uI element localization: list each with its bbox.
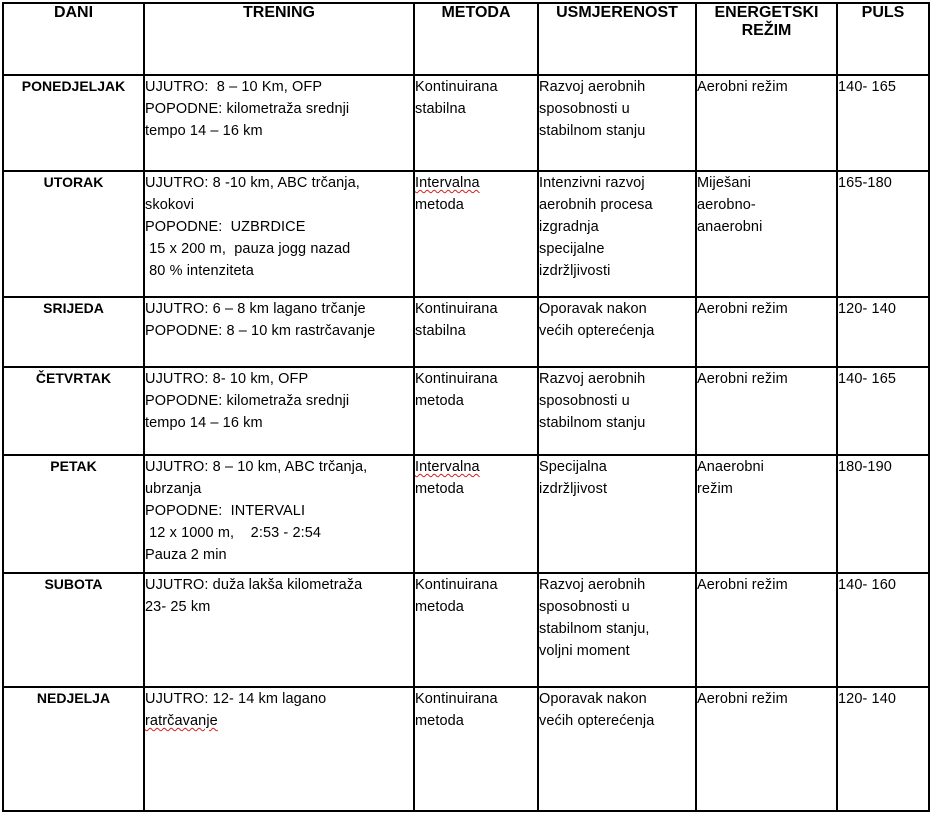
cell-line: Razvoj aerobnih [539, 79, 646, 95]
cell-line: Kontinuirana [415, 79, 498, 95]
method-cell [414, 297, 538, 367]
training-cell [144, 455, 414, 573]
cell-line: Razvoj aerobnih [539, 577, 646, 593]
direction-cell [538, 297, 696, 367]
energy-cell [696, 687, 837, 811]
training-plan-table [2, 2, 930, 812]
cell-line: aerobno- [697, 197, 756, 213]
cell-line: Aerobni režim [697, 371, 788, 387]
training-cell [144, 573, 414, 687]
cell-line: sposobnosti u [539, 101, 630, 117]
header-method: METODA [414, 3, 538, 75]
cell-line: Oporavak nakon [539, 691, 647, 707]
pulse-cell: 180-190 [837, 455, 929, 573]
cell-line: izdržljivost [539, 481, 608, 497]
cell-line: Anaerobni [697, 459, 765, 475]
day-cell: PONEDJELJAK [3, 75, 144, 171]
cell-line: izdržljivosti [539, 263, 611, 279]
header-row [3, 3, 929, 75]
table-row [3, 687, 929, 811]
cell-line: sposobnosti u [539, 599, 630, 615]
header-training: TRENING [144, 3, 414, 75]
cell-line: 80 % intenziteta [145, 263, 254, 279]
energy-cell [696, 297, 837, 367]
direction-cell [538, 687, 696, 811]
header-energy-line: REŽIM [741, 22, 792, 39]
cell-line: izgradnja [539, 219, 599, 235]
cell-line: skokovi [145, 197, 195, 213]
training-cell [144, 171, 414, 297]
training-cell [144, 75, 414, 171]
cell-line: 15 x 200 m, pauza jogg nazad [145, 241, 351, 257]
day-cell: SUBOTA [3, 573, 144, 687]
cell-line: Kontinuirana [415, 691, 498, 707]
cell-line: metoda [415, 713, 464, 729]
day-cell: PETAK [3, 455, 144, 573]
energy-cell [696, 171, 837, 297]
cell-line: Aerobni režim [697, 301, 788, 317]
cell-line: Specijalna [539, 459, 607, 475]
cell-line: POPODNE: 8 – 10 km rastrčavanje [145, 323, 376, 339]
day-cell: UTORAK [3, 171, 144, 297]
pulse-cell: 140- 165 [837, 367, 929, 455]
pulse-cell: 140- 160 [837, 573, 929, 687]
cell-line: tempo 14 – 16 km [145, 415, 263, 431]
cell-line: Oporavak nakon [539, 301, 647, 317]
direction-cell [538, 367, 696, 455]
direction-cell [538, 171, 696, 297]
cell-line: stabilna [415, 323, 466, 339]
cell-line: UJUTRO: 8- 10 km, OFP [145, 371, 309, 387]
day-cell: ČETVRTAK [3, 367, 144, 455]
header-direction: USMJERENOST [538, 3, 696, 75]
cell-line: većih opterećenja [539, 713, 655, 729]
cell-line: režim [697, 481, 733, 497]
cell-line: stabilnom stanju [539, 415, 646, 431]
cell-line: voljni moment [539, 643, 630, 659]
cell-line: UJUTRO: duža lakša kilometraža [145, 577, 363, 593]
training-cell [144, 367, 414, 455]
cell-line: 12 x 1000 m, 2:53 - 2:54 [145, 525, 322, 541]
cell-line: specijalne [539, 241, 605, 257]
direction-cell [538, 573, 696, 687]
table-row [3, 171, 929, 297]
pulse-cell: 120- 140 [837, 687, 929, 811]
cell-line: POPODNE: kilometraža srednji [145, 393, 350, 409]
day-cell: SRIJEDA [3, 297, 144, 367]
cell-line: metoda [415, 481, 464, 497]
cell-line: aerobnih procesa [539, 197, 653, 213]
cell-line: ratrčavanje [145, 713, 218, 729]
header-energy-line: ENERGETSKI [714, 4, 819, 21]
direction-cell [538, 455, 696, 573]
method-cell [414, 171, 538, 297]
cell-line: UJUTRO: 12- 14 km lagano [145, 691, 327, 707]
method-cell [414, 573, 538, 687]
pulse-cell: 165-180 [837, 171, 929, 297]
energy-cell [696, 367, 837, 455]
cell-line: stabilnom stanju [539, 123, 646, 139]
cell-line: Kontinuirana [415, 301, 498, 317]
method-cell [414, 367, 538, 455]
pulse-cell: 120- 140 [837, 297, 929, 367]
cell-line: UJUTRO: 8 -10 km, ABC trčanja, [145, 175, 360, 191]
cell-line: anaerobni [697, 219, 763, 235]
method-cell [414, 75, 538, 171]
cell-line: POPODNE: UZBRDICE [145, 219, 306, 235]
pulse-cell: 140- 165 [837, 75, 929, 171]
header-pulse: PULS [837, 3, 929, 75]
cell-line: Aerobni režim [697, 577, 788, 593]
cell-line: POPODNE: INTERVALI [145, 503, 306, 519]
cell-line: sposobnosti u [539, 393, 630, 409]
table-row [3, 297, 929, 367]
table-row [3, 75, 929, 171]
cell-line: tempo 14 – 16 km [145, 123, 263, 139]
cell-line: Pauza 2 min [145, 547, 227, 563]
cell-line: Kontinuirana [415, 577, 498, 593]
day-cell: NEDJELJA [3, 687, 144, 811]
cell-line: Kontinuirana [415, 371, 498, 387]
cell-line: Miješani [697, 175, 751, 191]
cell-line: Intervalna [415, 459, 480, 475]
energy-cell [696, 573, 837, 687]
cell-line: većih opterećenja [539, 323, 655, 339]
table-row [3, 367, 929, 455]
cell-line: Aerobni režim [697, 79, 788, 95]
cell-line: UJUTRO: 8 – 10 Km, OFP [145, 79, 323, 95]
method-cell [414, 687, 538, 811]
table-row [3, 455, 929, 573]
cell-line: Intenzivni razvoj [539, 175, 645, 191]
cell-line: metoda [415, 393, 464, 409]
training-cell [144, 687, 414, 811]
header-day: DANI [3, 3, 144, 75]
energy-cell [696, 455, 837, 573]
header-energy [696, 3, 837, 75]
cell-line: stabilnom stanju, [539, 621, 650, 637]
cell-line: stabilna [415, 101, 466, 117]
method-cell [414, 455, 538, 573]
energy-cell [696, 75, 837, 171]
direction-cell [538, 75, 696, 171]
cell-line: POPODNE: kilometraža srednji [145, 101, 350, 117]
cell-line: 23- 25 km [145, 599, 211, 615]
cell-line: Intervalna [415, 175, 480, 191]
cell-line: Razvoj aerobnih [539, 371, 646, 387]
table-row [3, 573, 929, 687]
cell-line: ubrzanja [145, 481, 202, 497]
cell-line: Aerobni režim [697, 691, 788, 707]
cell-line: metoda [415, 197, 464, 213]
cell-line: UJUTRO: 6 – 8 km lagano trčanje [145, 301, 366, 317]
cell-line: metoda [415, 599, 464, 615]
cell-line: UJUTRO: 8 – 10 km, ABC trčanja, [145, 459, 368, 475]
training-cell [144, 297, 414, 367]
